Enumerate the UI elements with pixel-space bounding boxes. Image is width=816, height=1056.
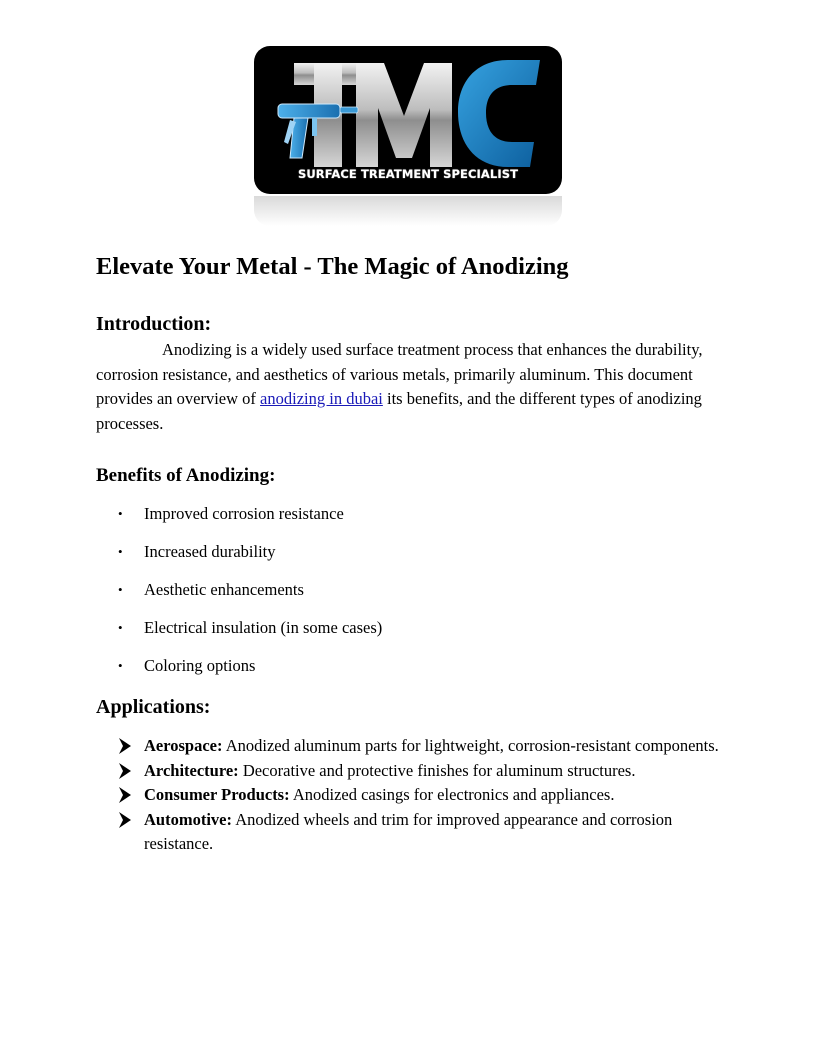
applications-list (96, 734, 736, 857)
bullet-icon: • (118, 582, 123, 597)
application-text: Anodized wheels and trim for improved appearance and corrosion resistance. (144, 809, 673, 854)
application-label: Automotive: (144, 809, 232, 829)
benefit-text: Increased durability (144, 542, 276, 561)
arrow-bullet-icon (118, 811, 132, 829)
application-label: Architecture: (144, 760, 239, 780)
application-text: Decorative and protective finishes for aluminum structures. (238, 760, 636, 780)
arrow-bullet-icon (118, 762, 132, 780)
document-title: Elevate Your Metal - The Magic of Anodizing (96, 253, 569, 280)
application-text: Anodized casings for electronics and appliances. (289, 785, 615, 805)
list-item (96, 783, 736, 808)
intro-text-after-link: its benefits, and the different types of anodizing processes. (96, 389, 702, 433)
arrow-bullet-icon (118, 786, 132, 804)
benefit-text: Aesthetic enhancements (144, 580, 304, 599)
logo-letter-m (356, 63, 452, 167)
application-label: Aerospace: (144, 736, 223, 755)
logo-card (254, 46, 562, 194)
list-item (96, 734, 736, 759)
bullet-icon: • (118, 544, 123, 559)
benefit-text: Electrical insulation (in some cases) (144, 618, 383, 637)
application-text: Anodized aluminum parts for lightweight, corrosion-resistant components. (222, 736, 719, 755)
logo-letter-c (458, 60, 540, 167)
introduction-paragraph (96, 338, 720, 436)
logo-reflection (254, 196, 562, 226)
benefit-text: Coloring options (144, 656, 256, 675)
bullet-icon: • (118, 506, 123, 521)
intro-text-before-link: Anodizing is a widely used surface treatment process that enhances the durability, corrosion resistance, and aesthetics of various metals, primarily aluminum. This document provides an overview of (96, 340, 703, 409)
benefit-text: Improved corrosion resistance (144, 504, 344, 523)
list-item (96, 808, 736, 857)
bullet-icon: • (118, 658, 123, 673)
company-logo (254, 46, 562, 226)
arrow-bullet-icon (118, 737, 132, 755)
application-label: Consumer Products: (144, 785, 290, 805)
benefits-heading: Benefits of Anodizing: (96, 465, 276, 486)
introduction-heading: Introduction: (96, 313, 212, 335)
anodizing-dubai-link[interactable]: anodizing in dubai (260, 389, 383, 409)
list-item (96, 759, 736, 784)
logo-tagline: SURFACE TREATMENT SPECIALIST (297, 167, 519, 181)
bullet-icon: • (118, 620, 123, 635)
applications-heading: Applications: (96, 696, 211, 718)
